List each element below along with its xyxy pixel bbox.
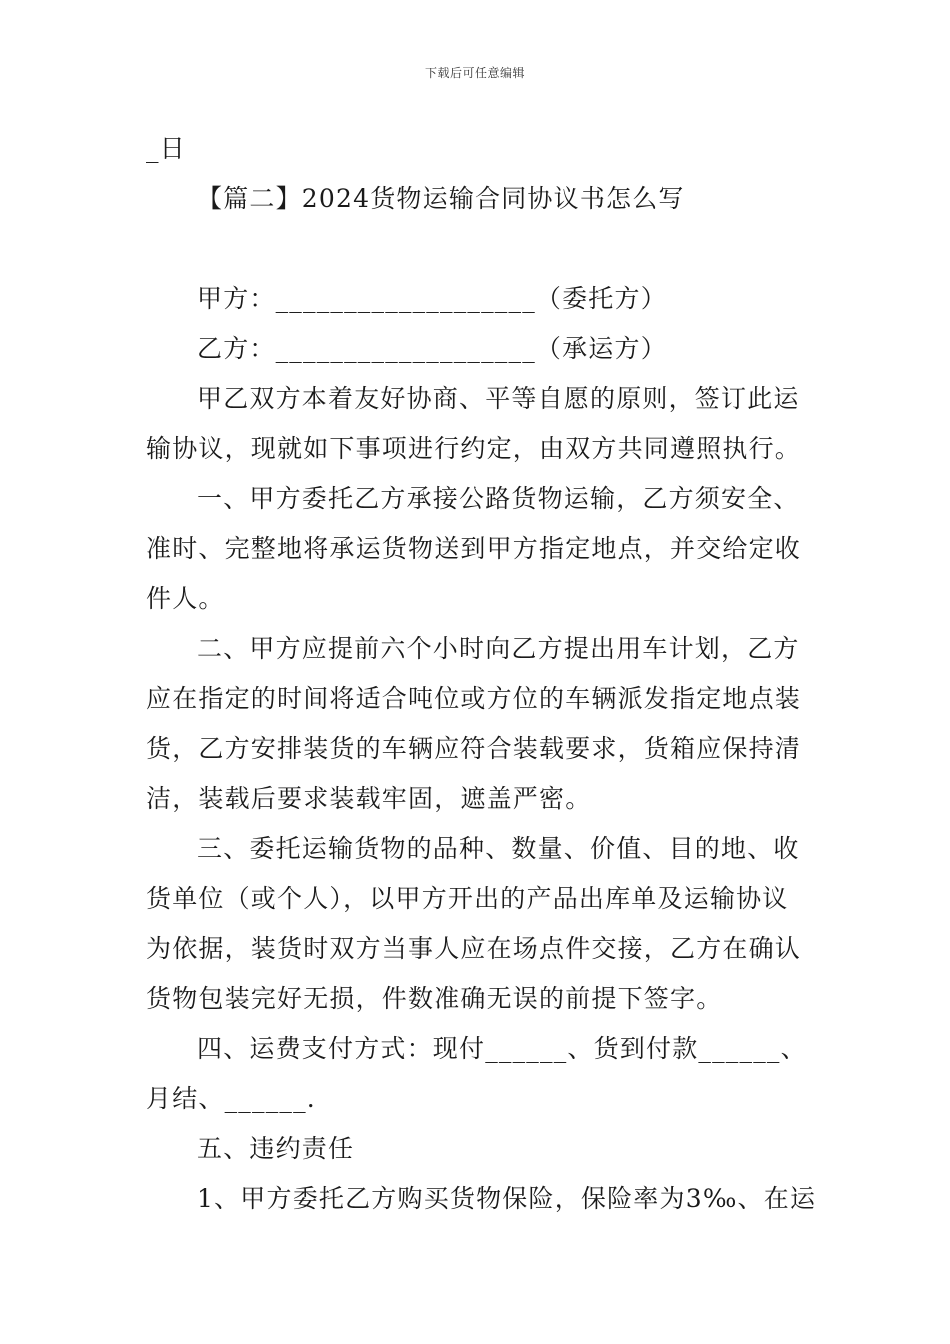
paragraph-line: 货物包装完好无损，件数准确无误的前提下签字。 xyxy=(146,984,723,1013)
paragraph-line: 洁，装载后要求装载牢固，遮盖严密。 xyxy=(146,784,592,813)
paragraph-line: 应在指定的时间将适合吨位或方位的车辆派发指定地点装 xyxy=(146,684,802,713)
paragraph-line: 甲乙双方本着友好协商、平等自愿的原则，签订此运 xyxy=(197,384,800,413)
paragraph-line: 1、甲方委托乙方购买货物保险，保险率为3‰、在运 xyxy=(197,1184,817,1213)
paragraph-line: 货单位（或个人），以甲方开出的产品出库单及运输协议 xyxy=(146,884,789,913)
paragraph-line: 为依据，装货时双方当事人应在场点件交接，乙方在确认 xyxy=(146,934,802,963)
page-header: 下载后可任意编辑 xyxy=(424,66,525,80)
paragraph-line: 四、运费支付方式：现付______、货到付款______、 xyxy=(197,1034,807,1063)
paragraph-line: 月结、______. xyxy=(146,1084,316,1113)
paragraph-line: 件人。 xyxy=(146,584,225,613)
paragraph-line: 货，乙方安排装货的车辆应符合装载要求，货箱应保持清 xyxy=(146,734,802,763)
section-heading: 五、违约责任 xyxy=(197,1134,355,1163)
date-fragment: _日 xyxy=(146,134,186,163)
party-b-line: 乙方：___________________（承运方） xyxy=(197,334,667,363)
paragraph-line: 三、委托运输货物的品种、数量、价值、目的地、收 xyxy=(197,834,800,863)
paragraph-line: 二、甲方应提前六个小时向乙方提出用车计划，乙方 xyxy=(197,634,800,663)
paragraph-line: 准时、完整地将承运货物送到甲方指定地点，并交给定收 xyxy=(146,534,802,563)
party-a-line: 甲方：___________________（委托方） xyxy=(197,284,667,313)
paragraph-line: 一、甲方委托乙方承接公路货物运输，乙方须安全、 xyxy=(197,484,800,513)
section-title: 【篇二】2024货物运输合同协议书怎么写 xyxy=(197,184,685,213)
paragraph-line: 输协议，现就如下事项进行约定，由双方共同遵照执行。 xyxy=(146,434,802,463)
